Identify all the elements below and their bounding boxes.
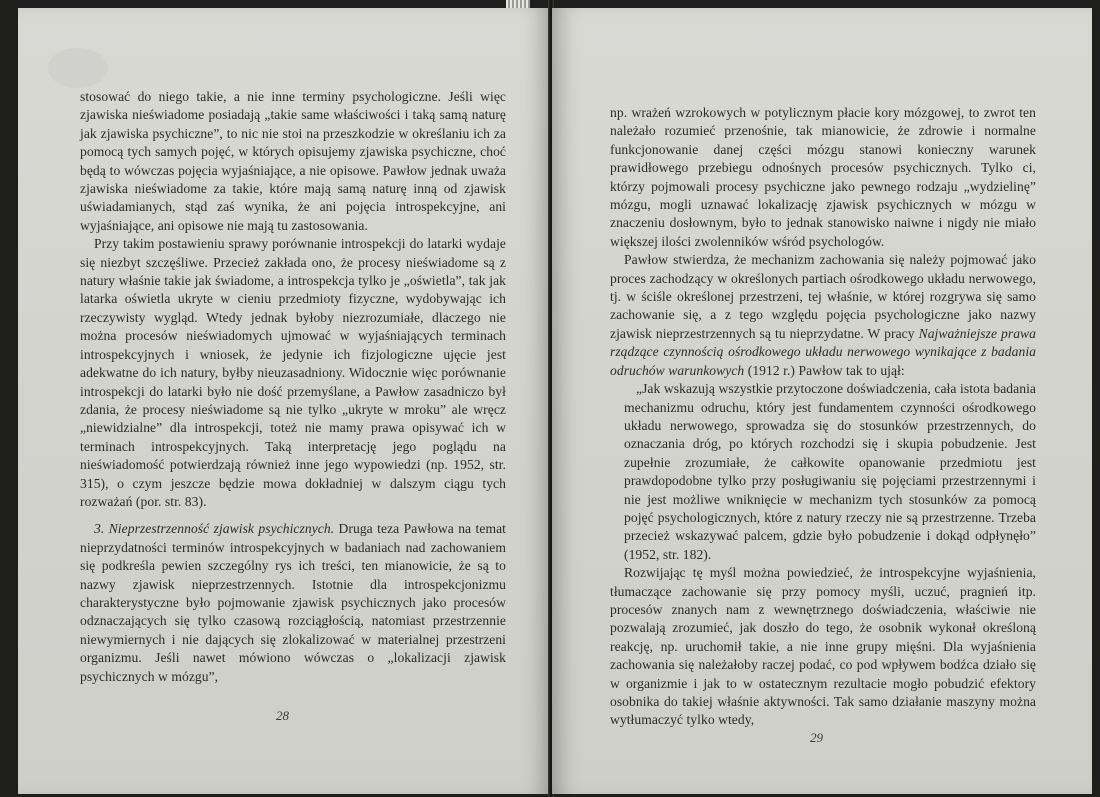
- paragraph-text-start: Pawłow stwierdza, że mechanizm zachowania się należy pojmować jako proces zachodzący w określonych partiach ośrodkowego układu nerwowego, tj. w ściśle określonej przestrzeni, tej właśnie, w której rozgrywa się samo zachowanie się, a z tego względu pojęcia psychologiczne jako nazwy zjawisk nieprzestrzennych są tu nieprzydatne. W pracy: [610, 252, 1036, 341]
- section-body: Druga teza Pawłowa na temat nieprzydatności terminów introspekcyjnych w badaniach nad zachowaniem się podkreśla pewien szczególny rys ich treści, ten mianowicie, że są to nazwy zjawisk nieprzestrzennych. Istotnie dla introspekcjonizmu charakterystyczne było pojmowanie zjawisk psychicznych jako procesów odznaczających się tylko czasową rozciągłością, natomiast przestrzennie niewymiernych i nie dających się zlokalizować w materialnej przestrzeni organizmu. Jeśli nawet mówiono wówczas o „lokalizacji zjawisk psychicznych w mózgu”,: [80, 521, 506, 684]
- left-paragraph-3: [80, 520, 506, 686]
- page-number-left: 28: [276, 708, 289, 723]
- left-page: [18, 8, 550, 794]
- right-paragraph-2: [610, 251, 1036, 380]
- page-number-right: 29: [810, 730, 823, 745]
- right-paragraph-4: Rozwijając tę myśl można powiedzieć, że introspekcyjne wyjaśnienia, tłumaczące zachowanie się przy pomocy myśli, uczuć, pragnień itp. procesów znanych nam z wewnętrznego doświadczenia, właściwie nie pozwalają zrozumieć, jak doszło do tego, że osobnik wykonał określoną reakcję, np. uruchomił takie, a nie inne grupy mięśni. Dla wyjaśnienia zachowania się należałoby raczej podać, co pod wpływem bodźca działo się w organizmie i jak to w ostatecznym rezultacie mogło pobudzić efektory osobnika do takiej właśnie aktywności. Tak samo działanie maszyny można wytłumaczyć tylko wtedy,: [610, 565, 1036, 728]
- paragraph-text-end: (1912 r.) Pawłow tak to ujął:: [744, 362, 905, 378]
- right-page: [552, 8, 1092, 794]
- left-paragraph-2: Przy takim postawieniu sprawy porównanie introspekcji do latarki wydaje się niezbyt szczęśliwe. Przecież zakłada ono, że procesy nieświadome są z natury właśnie takie jak świadome, a introspekcja tylko je „oświetla”, tak jak latarka oświetla ukryte w cieniu przedmioty fizyczne, wydobywając ich rzeczywisty wygląd. Wtedy jednak byłoby niezrozumiałe, dlaczego nie można procesów nieświadomych ujmować w wyjaśniających terminach introspekcyjnych i wniosek, że jedynie ich fizjologiczne ujęcie jest adekwatne do ich natury, byłby nieuzasadniony. Widocznie więc porównanie introspekcji do latarki było nie dość przemyślane, a Pawłow zasadniczo był zdania, że procesy nieświadome są nie tylko „ukryte w mroku” ale wręcz „niewidzialne” dla introspekcji, toteż nie mamy prawa opisywać ich w terminach introspekcyjnych. Taką interpretację jego poglądu na nieświadomość potwierdzają również inne jego wypowiedzi (np. 1952, str. 315), o czym jeszcze będzie mowa dokładniej w dalszym ciągu tych rozważań (por. str. 83).: [80, 236, 506, 509]
- left-page-text: [80, 88, 506, 686]
- right-page-text: [610, 104, 1036, 730]
- section-heading: 3. Nieprzestrzenność zjawisk psychicznych.: [94, 521, 335, 537]
- paper-stain: [48, 48, 108, 88]
- left-paragraph-1: stosować do niego takie, a nie inne terminy psychologiczne. Jeśli więc zjawiska nieświadome posiadają „takie same właściwości i taką samą naturę jak zjawiska psychiczne”, to nic nie stoi na przeszkodzie w określaniu ich za pomocą tych samych pojęć, w których opisujemy zjawiska psychiczne, choć będą to wówczas pojęcia wyjaśniające, a nie opisowe. Pawłow jednak uważa zjawiska nieświadome za takie, które mają samą naturę inną od zjawisk uświadamianych, stąd zaś wynika, że ani pojęcia introspekcyjne, ani wyjaśniające, ani opisowe nie mają tu zastosowania.: [80, 89, 506, 233]
- cited-work-title: Najważniejsze prawa rządzące czynnością ośrodkowego układu nerwowego wynikające z badania odruchów warunkowych: [610, 325, 1037, 378]
- right-paragraph-1: np. wrażeń wzrokowych w potylicznym płacie kory mózgowej, to zwrot ten należało rozumieć przenośnie, tak mianowicie, że zdrowie i normalne funkcjonowanie danej części mózgu stanowi konieczny warunek prawidłowego przebiegu odnośnych procesów psychicznych. Tylko ci, którzy pojmowali procesy psychiczne jako pewnego rodzaju „wydzielinę” mózgu, mogli uznawać lokalizację zjawisk psychicznych w mózgu w znaczeniu dosłownym, było to jednak stanowisko naiwne i nigdy nie miało większej ilości zwolenników wśród psychologów.: [610, 105, 1036, 249]
- pavlov-quotation: „Jak wskazują wszystkie przytoczone doświadczenia, cała istota badania mechanizmu odruchu, który jest fundamentem czynności ośrodkowego układu nerwowego, sprowadza się do stosunków przestrzennych, do oznaczania dróg, po których rozchodzi się i skupia pobudzenie. Jest zupełnie zrozumiałe, że całkowite opanowanie przedmiotu jest prawdopodobne tylko przy posługiwaniu się pojęciami przestrzennymi i nie jest możliwe wniknięcie w mechanizm tych stosunków za pomocą pojęć psychologicznych, które z natury rzeczy nie są przestrzenne. Trzeba przecież wskazywać palcem, gdzie było pobudzenie i dokąd odpłynęło” (1952, str. 182).: [624, 381, 1036, 562]
